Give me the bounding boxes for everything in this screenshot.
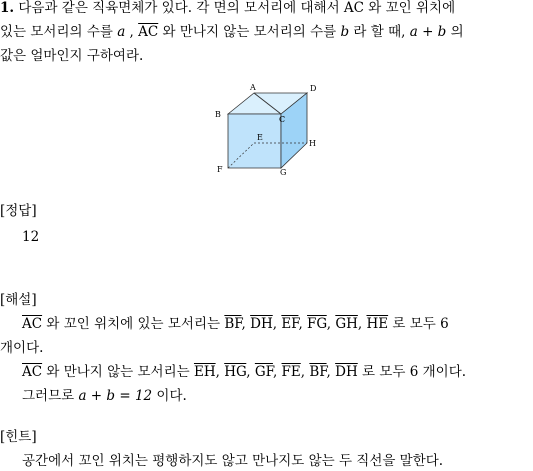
cuboid-figure	[212, 80, 324, 178]
edge-label: $\overline{GH}$	[335, 316, 358, 332]
hint-text: 공간에서 꼬인 위치는 평행하지도 않고 만나지도 않는 두 직선을 말한다.	[22, 453, 444, 469]
solution-text: 이다.	[152, 388, 187, 404]
segment-ac: $\overline{AC}$	[22, 364, 43, 380]
solution-text: 와 만나지 않는 모서리는	[42, 364, 194, 380]
question-text: 의	[446, 24, 464, 40]
solution-text: 로 모두 6 개이다.	[357, 364, 467, 380]
vertex-label-h: H	[309, 139, 316, 148]
question-line-1	[0, 0, 455, 17]
vertex-label-g: G	[280, 168, 287, 177]
solution-line-2: $\overline{AC}$ 와 만나지 않는 모서리는 $\overline{EH}$, $\overline{HG}$, $\overline{GF}$, $\overline{FE}$, $\overline{BF}$, $\overline{DH}$ 로 모두 6 개이다.	[22, 364, 467, 380]
solution-heading: [해설]	[0, 292, 37, 308]
vertex-label-f: F	[217, 165, 223, 174]
question-text: 값은 얼마인지 구하여라.	[0, 48, 144, 64]
edge-label: $\overline{HE}$	[366, 316, 389, 332]
edge-label: $\overline{FE}$	[281, 364, 301, 380]
solution-line-3	[22, 387, 187, 405]
expression-a-plus-b: a + b	[409, 24, 447, 40]
answer-value: 12	[22, 229, 40, 245]
hint-heading: [힌트]	[0, 429, 37, 445]
cube-front-face	[228, 114, 281, 168]
answer-heading: [정답]	[0, 203, 37, 219]
question-text: ,	[125, 24, 139, 40]
vertex-label-d: D	[310, 84, 317, 93]
question-text: 와 꼬인 위치에	[364, 0, 456, 16]
edge-label: $\overline{DH}$	[335, 364, 358, 380]
expression-a-plus-b-equals: a + b = 12	[78, 388, 153, 404]
solution-line-1-cont: 개이다.	[0, 340, 44, 356]
variable-a: a	[117, 24, 126, 40]
question-line-3	[0, 47, 143, 65]
edge-label: $\overline{BF}$	[224, 316, 242, 332]
edge-label: $\overline{EH}$	[193, 364, 216, 380]
variable-b: b	[340, 24, 350, 40]
segment-ac: $\overline{AC}$	[138, 24, 159, 40]
edge-label: $\overline{GF}$	[254, 364, 273, 380]
question-line-2	[0, 23, 464, 41]
solution-text: 로 모두 6	[388, 316, 449, 332]
vertex-label-b: B	[215, 110, 221, 119]
edge-label: $\overline{FG}$	[307, 316, 327, 332]
edge-label: $\overline{EF}$	[281, 316, 299, 332]
edge-label: $\overline{BF}$	[309, 364, 327, 380]
question-text: 다음과 같은 직육면체가 있다. 각 면의 모서리에 대해서	[14, 0, 344, 16]
question-number: 1.	[0, 0, 15, 16]
solution-text: 와 꼬인 위치에 있는 모서리는	[42, 316, 225, 332]
vertex-label-c: C	[279, 115, 286, 124]
edge-label: $\overline{DH}$	[250, 316, 273, 332]
segment-ac: $\overline{AC}$	[22, 316, 43, 332]
solution-text: 그러므로	[22, 388, 79, 404]
segment-ac: $\overline{AC}$	[343, 0, 365, 16]
question-text: 라 할 때,	[349, 24, 410, 40]
solution-line-1: $\overline{AC}$ 와 꼬인 위치에 있는 모서리는 $\overline{BF}$, $\overline{DH}$, $\overline{EF}$, $\overline{FG}$, $\overline{GH}$, $\overline{HE}$ 로 모두 6	[22, 316, 449, 332]
question-text: 있는 모서리의 수를	[0, 24, 118, 40]
edge-label: $\overline{HG}$	[224, 364, 247, 380]
vertex-label-a: A	[250, 83, 256, 92]
question-text: 와 만나지 않는 모서리의 수를	[158, 24, 341, 40]
vertex-label-e: E	[257, 133, 263, 142]
